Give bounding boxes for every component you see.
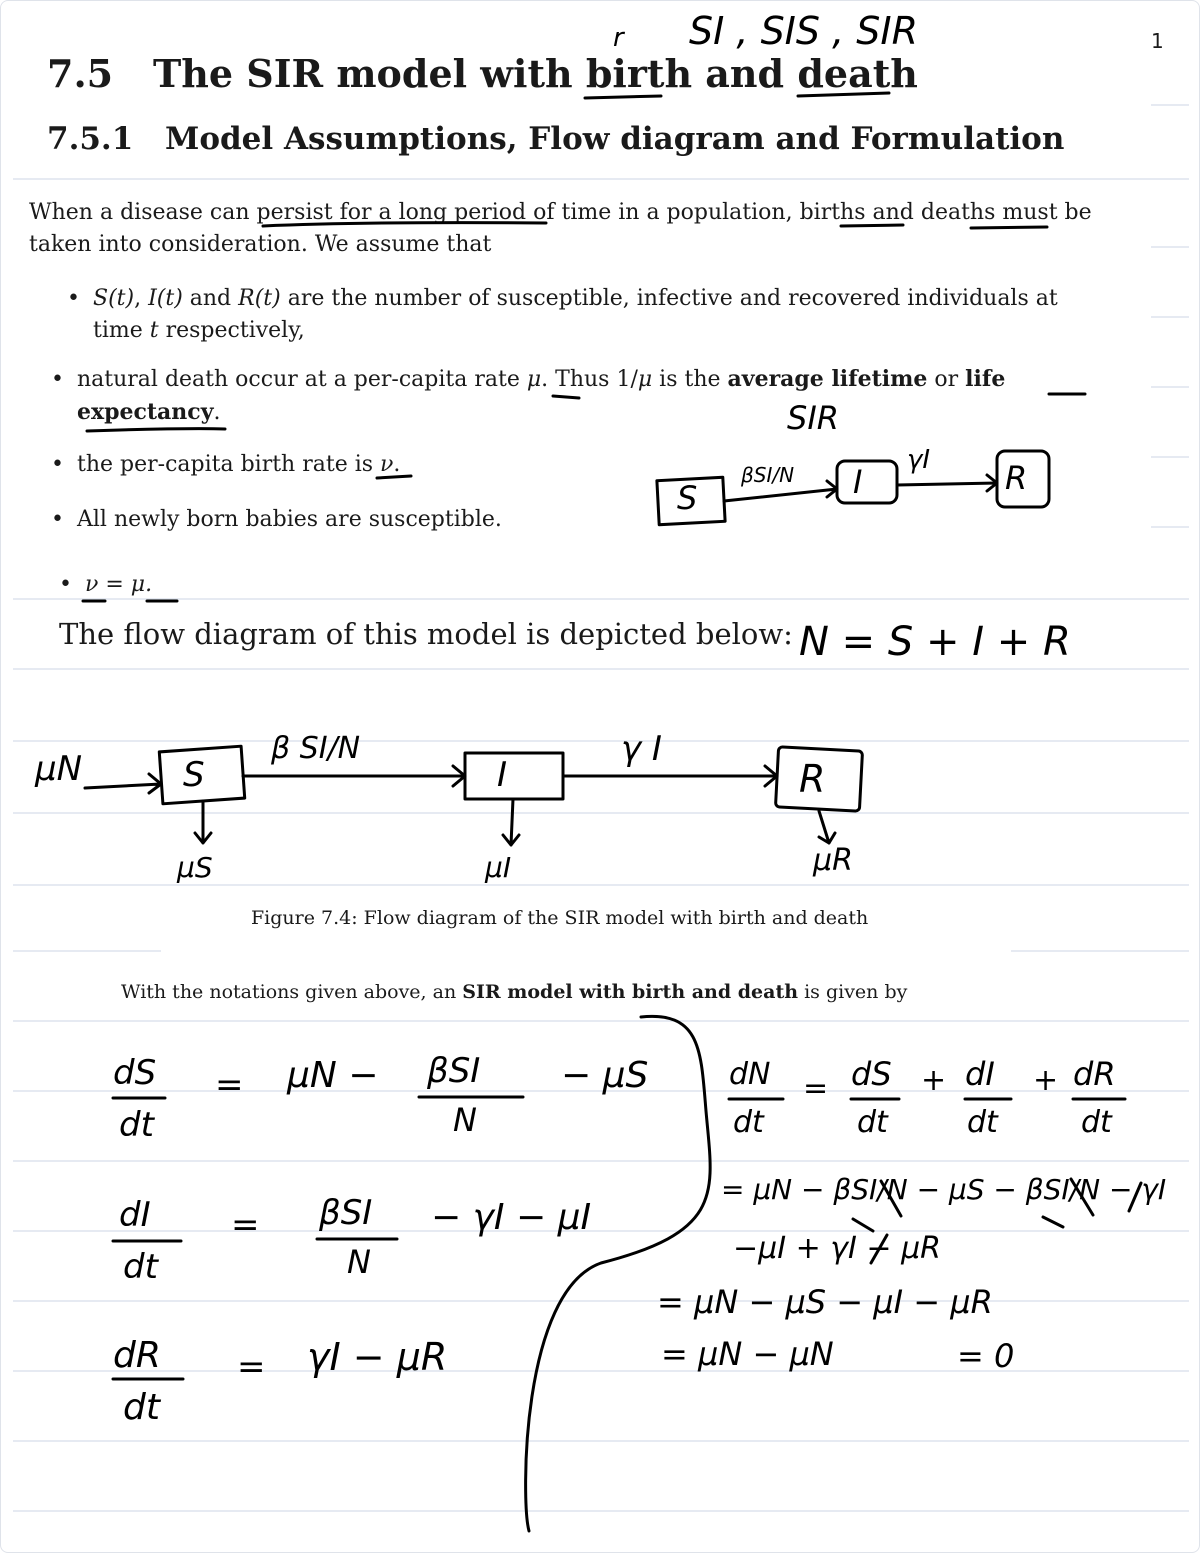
eq3-equals: = xyxy=(237,1347,266,1387)
derivation-result: = 0 xyxy=(957,1337,1015,1375)
mini-r-label: R xyxy=(1005,459,1028,497)
mini-infection-label: βSI/N xyxy=(741,463,795,487)
bullet-nu-equals-mu: • ν = μ. xyxy=(59,572,153,597)
arrow-death-r xyxy=(819,811,835,843)
text: . xyxy=(213,400,221,425)
arrow-births xyxy=(85,774,161,793)
eq2-equals: = xyxy=(231,1205,260,1245)
dr-denominator: dt xyxy=(1081,1105,1112,1140)
box-i xyxy=(465,753,563,799)
bullet-death-rate: • natural death occur at a per-capita rate μ. Thus 1/μ is the average lifetime or life expectancy. xyxy=(51,366,1006,425)
math-mu: μ xyxy=(526,367,542,392)
note-model-types: SI , SIS , SIR xyxy=(689,9,918,53)
underline-death xyxy=(798,93,889,96)
eq2-frac-denominator: N xyxy=(347,1243,371,1281)
bold-expectancy: expectancy xyxy=(77,399,214,425)
subsection-title: Model Assumptions, Flow diagram and Formulation xyxy=(165,121,1065,157)
eq2-denominator: dt xyxy=(123,1247,158,1287)
intro-text: and xyxy=(865,200,921,225)
text: is the xyxy=(652,367,728,392)
eq1-frac-numerator: βSI xyxy=(427,1051,481,1091)
eq1-birth-term: μN − xyxy=(287,1055,379,1096)
underline-persist xyxy=(263,223,546,226)
text: time xyxy=(93,318,150,343)
underline-birth xyxy=(585,96,661,98)
bullet-birth-rate: • the per-capita birth rate is ν. xyxy=(51,452,401,477)
note-correction: r xyxy=(613,23,624,53)
handwritten-annotations xyxy=(1,1,1200,1553)
text: , xyxy=(134,286,149,311)
eq1-death-term: − μS xyxy=(561,1055,649,1096)
math-s: S(t) xyxy=(93,286,135,311)
bold-average-lifetime: average lifetime xyxy=(727,366,928,392)
math-i: I(t) xyxy=(148,286,183,311)
bold-life: life xyxy=(965,366,1006,392)
flow-diagram-intro: The flow diagram of this model is depicted below: xyxy=(59,617,793,651)
text: the per-capita birth rate is xyxy=(77,452,381,477)
underline-births xyxy=(841,225,903,226)
figure-caption: Figure 7.4: Flow diagram of the SIR model with birth and death xyxy=(251,907,869,929)
math-r: R(t) xyxy=(238,286,281,311)
underline-nu xyxy=(377,476,411,478)
eq1-numerator: dS xyxy=(113,1053,157,1093)
births-label: μN xyxy=(35,749,83,789)
recovery-label: γ I xyxy=(621,729,662,769)
text: or xyxy=(927,367,966,392)
bold-model-name: SIR model with birth and death xyxy=(462,981,799,1003)
text: and xyxy=(182,286,239,311)
underline-deaths xyxy=(971,227,1047,228)
box-i-label: I xyxy=(497,755,508,795)
ds-denominator: dt xyxy=(857,1105,888,1140)
mini-s-label: S xyxy=(677,479,698,517)
math-nu: ν xyxy=(380,452,394,477)
eq1-frac-denominator: N xyxy=(453,1101,477,1139)
bullet-compartments: • S(t), I(t) and R(t) are the number of susceptible, infective and recovered individuals at time t respectively, xyxy=(67,286,1058,343)
eq2-rhs-terms: − γI − μI xyxy=(431,1197,592,1238)
intro-persist: persist for a long period xyxy=(256,200,527,225)
arrow-recovery xyxy=(563,766,777,786)
derivation-line-2: = μN − βSI/N − μS − βSI/N − γI xyxy=(721,1173,1167,1206)
text: . Thus 1/ xyxy=(541,367,638,392)
derivation-line-5: = μN − μN xyxy=(661,1335,834,1373)
mini-arrow-ir xyxy=(897,475,997,491)
intro-deaths: deaths xyxy=(920,200,996,225)
text: is given by xyxy=(798,981,908,1003)
subsection-number: 7.5.1 xyxy=(47,121,134,157)
section-title: The SIR model with birth and death xyxy=(153,51,918,96)
bullet-newborns: • All newly born babies are susceptible. xyxy=(51,507,502,532)
page-number: 1 xyxy=(1151,29,1164,53)
plus-sign: + xyxy=(1033,1063,1059,1098)
di-numerator: dI xyxy=(965,1055,995,1093)
text: respectively, xyxy=(158,318,305,343)
mini-recovery-label: γI xyxy=(907,445,931,475)
text: natural death occur at a per-capita rate xyxy=(77,367,527,392)
dn-numerator: dN xyxy=(729,1057,771,1092)
intro-text: When a disease can xyxy=(29,200,257,225)
math-t: t xyxy=(149,318,159,343)
underline-mu xyxy=(553,396,579,398)
derivation-line-3: −μI + γI − μR xyxy=(733,1231,942,1266)
arrow-death-i xyxy=(503,799,519,845)
ds-numerator: dS xyxy=(851,1055,892,1093)
arrow-infection xyxy=(243,766,465,786)
text: All newly born babies are susceptible. xyxy=(77,507,502,532)
math-mu: μ xyxy=(637,367,653,392)
death-i-label: μI xyxy=(485,851,512,884)
eq3-rhs-terms: γI − μR xyxy=(307,1335,448,1379)
eq1-equals: = xyxy=(215,1065,244,1105)
arrow-death-s xyxy=(195,801,211,843)
box-r-label: R xyxy=(799,757,826,801)
mini-i-label: I xyxy=(853,463,863,501)
text: are the number of susceptible, infective and recovered individuals at xyxy=(280,286,1058,311)
intro-text: must be taken into consideration. We assume that xyxy=(29,200,1092,257)
population-equation: N = S + I + R xyxy=(799,619,1071,665)
text: . xyxy=(393,452,401,477)
dn-equals: = xyxy=(803,1071,829,1106)
death-s-label: μS xyxy=(177,851,213,884)
di-denominator: dt xyxy=(967,1105,998,1140)
intro-text: of time in a population, xyxy=(526,200,800,225)
infection-label: β SI/N xyxy=(271,731,361,766)
mini-box-i xyxy=(837,461,897,503)
mini-diagram-label: SIR xyxy=(787,399,839,437)
death-r-label: μR xyxy=(813,843,853,878)
box-s-label: S xyxy=(183,755,205,795)
derivation-line-4: = μN − μS − μI − μR xyxy=(657,1283,993,1321)
eq3-numerator: dR xyxy=(113,1335,161,1376)
dn-denominator: dt xyxy=(733,1105,764,1140)
dr-numerator: dR xyxy=(1073,1055,1116,1093)
underline-expectancy xyxy=(87,429,225,431)
eq3-denominator: dt xyxy=(123,1387,160,1428)
eq2-numerator: dI xyxy=(119,1195,151,1235)
plus-sign: + xyxy=(921,1063,947,1098)
intro-births: births xyxy=(799,200,866,225)
eq2-frac-numerator: βSI xyxy=(319,1193,373,1233)
text: With the notations given above, an xyxy=(121,981,463,1003)
eq1-denominator: dt xyxy=(119,1105,154,1145)
section-number: 7.5 xyxy=(47,51,114,96)
math-nu-mu: ν = μ. xyxy=(85,572,153,597)
